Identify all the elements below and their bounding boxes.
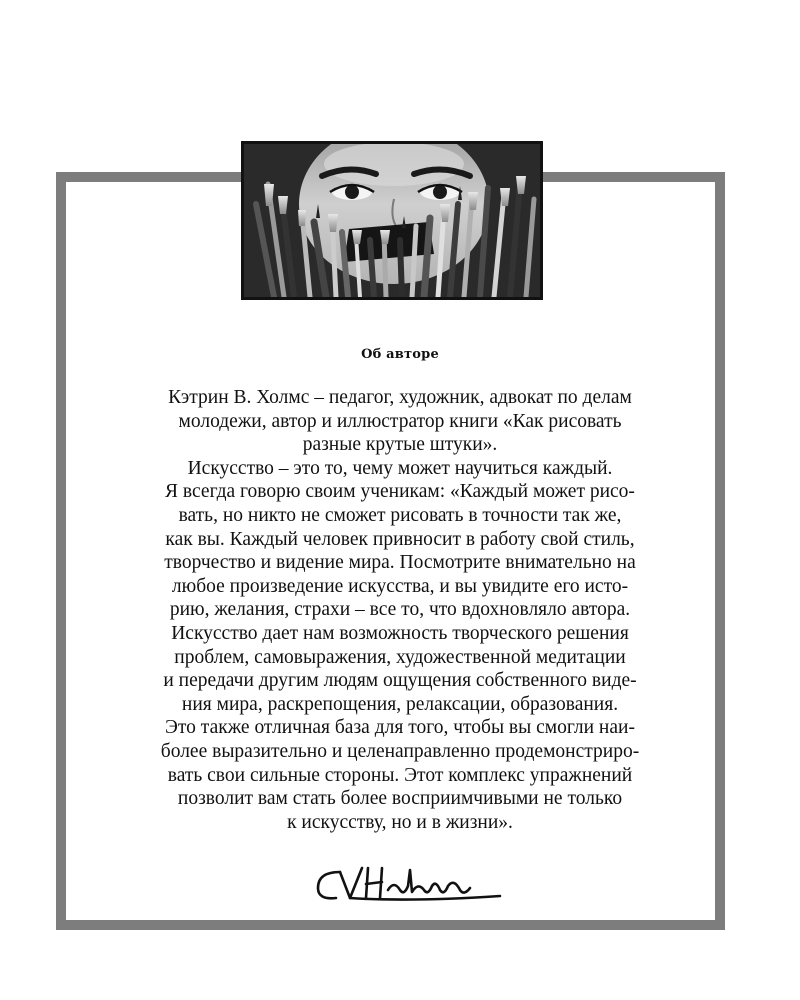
body-line: позволит вам стать более восприимчивыми не только [177, 788, 623, 810]
body-line: разные крутые штуки». [302, 434, 498, 456]
body-line: молодежи, автор и иллюстратор книги «Как рисовать [178, 410, 622, 432]
body-line: ния мира, раскрепощения, релаксации, образования. [181, 693, 619, 715]
body-line: проблем, самовыражения, художественной медитации [174, 646, 626, 668]
body-line: вать свои сильные стороны. Этот комплекс упражнений [167, 764, 633, 786]
body-line: вать, но никто не сможет рисовать в точности так же, [178, 504, 622, 526]
body-line: Искусство дает нам возможность творческого решения [171, 622, 629, 644]
body-line: и передачи другим людям ощущения собственного виде- [163, 670, 637, 692]
body-line: Искусство – это то, чему может научиться каждый. [187, 457, 613, 479]
body-line: Это также отличная база для того, чтобы вы смогли наи- [165, 717, 635, 739]
body-line: более выразительно и целенаправленно продемонстриро- [160, 740, 640, 762]
body-line: Я всегда говорю своим ученикам: «Каждый может рисо- [165, 481, 635, 503]
body-line: творчество и видение мира. Посмотрите внимательно на [164, 552, 636, 574]
body-line: рию, желания, страхи – все то, что вдохновляло автора. [169, 599, 631, 621]
author-portrait-with-brushes-icon [244, 144, 540, 297]
author-photo [241, 141, 543, 300]
author-signature [310, 858, 510, 908]
body-line: любое произведение искусства, и вы увидите его исто- [171, 575, 629, 597]
body-line: Кэтрин В. Холмс – педагог, художник, адвокат по делам [168, 387, 632, 408]
body-line: как вы. Каждый человек привносит в работу свой стиль, [165, 528, 635, 550]
section-title: Об авторе [361, 347, 439, 362]
handwritten-signature-icon [310, 858, 510, 908]
body-line: к искусству, но и в жизни». [287, 811, 513, 833]
about-author-text [130, 386, 670, 834]
